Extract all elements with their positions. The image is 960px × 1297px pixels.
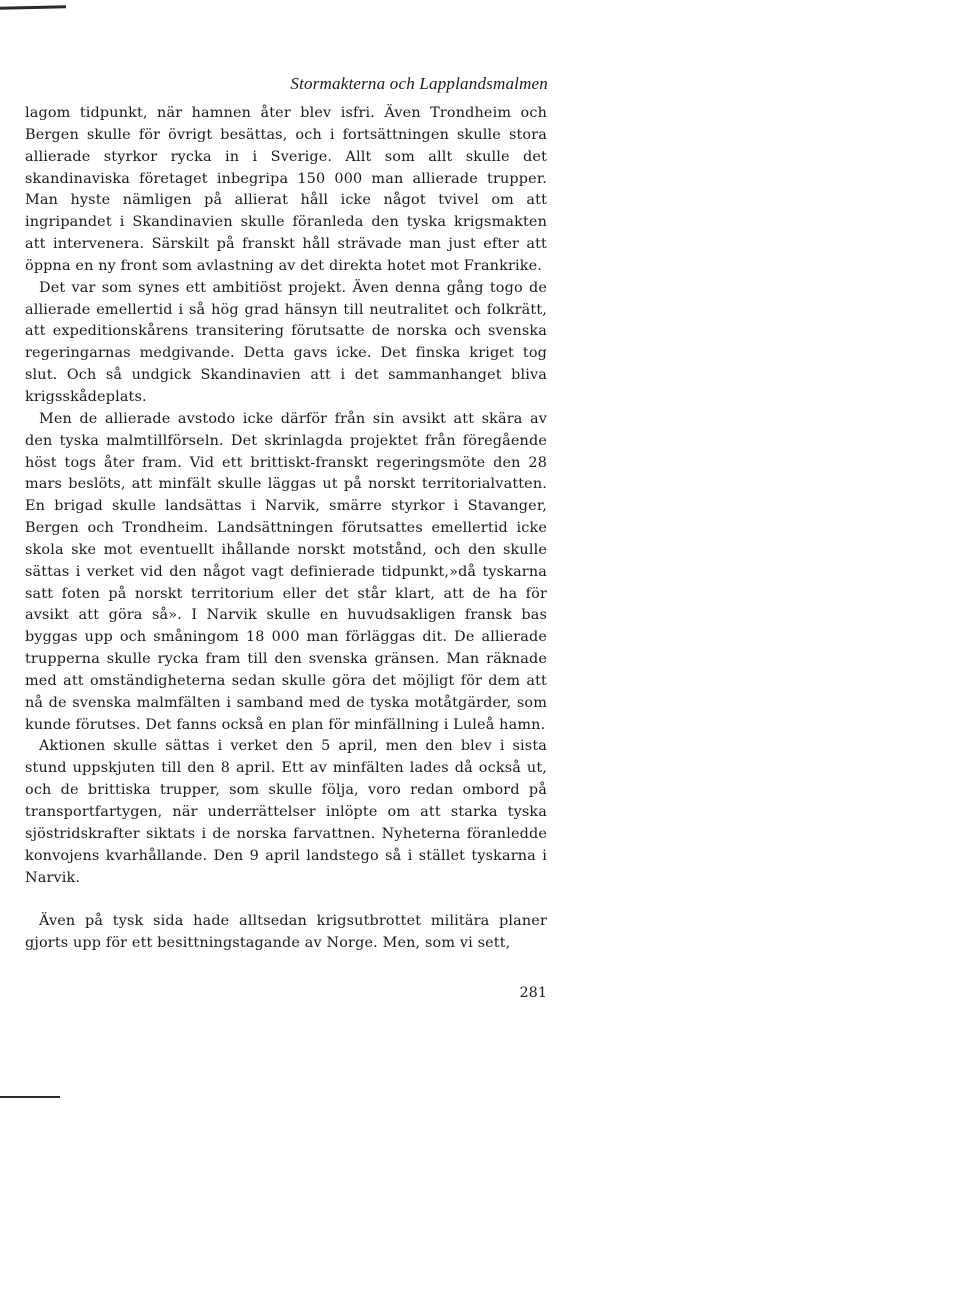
page-number: 281	[519, 985, 547, 1001]
scan-artifact-top-left	[0, 5, 66, 9]
body-text	[25, 103, 547, 955]
paragraph-5: Även på tysk sida hade alltsedan krigsutbrottet militära planer gjorts upp för ett besittningstagande av Norge. Men, som vi sett,	[25, 913, 547, 952]
paragraph-1: lagom tidpunkt, när hamnen åter blev isfri. Även Trondheim och Bergen skulle för övrigt besättas, och i fortsättningen skulle stora allierade styrkor rycka in i Sverige. Allt som allt skulle det skandinaviska företaget inbegripa 150 000 man allierade trupper. Man hyste nämligen på allierat håll icke något tvivel om att ingripandet i Skandinavien skulle föranleda den tyska krigsmakten att intervenera. Särskilt på franskt håll strävade man just efter att öppna en ny front som avlastning av det direkta hotet mot Frankrike.	[25, 105, 547, 274]
paragraph-4: Aktionen skulle sättas i verket den 5 april, men den blev i sista stund uppskjuten till den 8 april. Ett av minfälten lades då också ut, och de brittiska trupper, som skulle följa, voro redan ombord på transportfartygen, när underrättelser inlöpte om att starka tyska sjöstridskrafter siktats i de norska farvattnen. Nyheterna föranledde konvojens kvarhållande. Den 9 april landstego så i stället tyskarna i Narvik.	[25, 738, 547, 886]
paragraph-2: Det var som synes ett ambitiöst projekt. Även denna gång togo de allierade emellertid i så hög grad hänsyn till neutralitet och folkrätt, att expeditionskårens transitering förutsatte de norska och svenska regeringarnas medgivande. Detta gavs icke. Det finska kriget tog slut. Och så undgick Skandinavien att i det sammanhanget bliva krigsskådeplats.	[25, 279, 547, 405]
paragraph-3: Men de allierade avstodo icke därför från sin avsikt att skära av den tyska malmtillförseln. Det skrinlagda projektet från föregående höst togs åter fram. Vid ett brittiskt-franskt regeringsmöte den 28 mars beslöts, att minfält skulle läggas ut på norskt territorialvatten. En brigad skulle landsättas i Narvik, smärre styrkor i Stavanger, Bergen och Trondheim. Landsättningen förutsattes emellertid icke skola ske mot eventuellt ihållande norskt motstånd, och den skulle sättas i verket vid den något vagt definierade tidpunkt,»då tyskarna satt foten på norskt territorium eller det står klart, att de ha för avsikt att göra så». I Narvik skulle en huvudsakligen fransk bas byggas upp och småningom 18 000 man förläggas dit. De allierade trupperna skulle rycka fram till den svenska gränsen. Man räknade med att omständigheterna sedan skulle göra det möjligt för dem att nå de svenska malmfälten i samband med de tyska motåtgärder, som kunde förutses. Det fanns också en plan för minfällning i Luleå hamn.	[25, 410, 547, 733]
scan-artifact-bottom-left	[0, 1096, 60, 1098]
running-header: Stormakterna och Lapplandsmalmen	[290, 74, 548, 93]
